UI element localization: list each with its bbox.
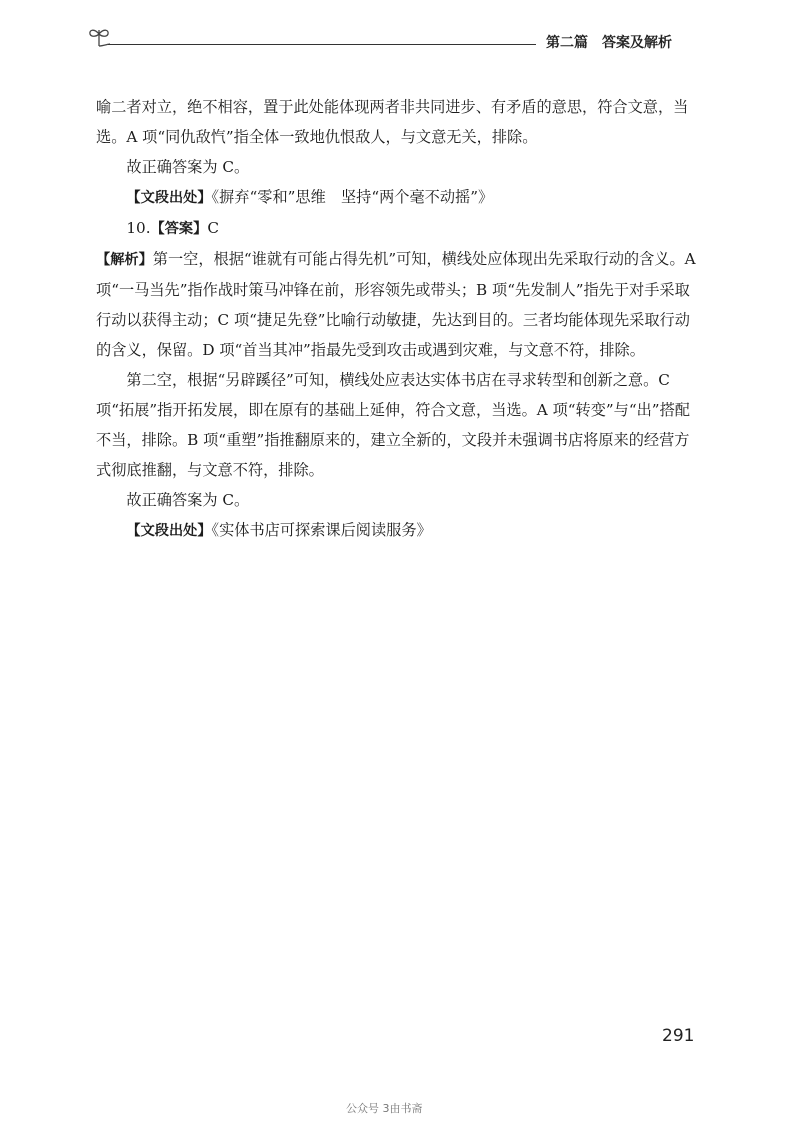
answer-label: 【答案】 [150, 221, 208, 237]
source-line-10 [96, 515, 700, 546]
question-number: 10. [126, 219, 151, 237]
page-body [96, 92, 700, 546]
source-title: 《实体书店可探索课后阅读服务》 [211, 521, 432, 539]
page-number: 291 [662, 1026, 695, 1046]
watermark-text: 公众号 3由书斋 [346, 1102, 423, 1115]
source-line-9 [96, 182, 700, 213]
analysis-second-blank: 第二空，根据“另辟蹊径”可知，横线处应表达实体书店在寻求转型和创新之意。C 项“拓展”指开拓发展，即在原有的基础上延伸，符合文意，当选。A 项“转变”与“出”搭配不当，排除。B 项“重塑”指推翻原来的，建立全新的，文段并未强调书店将原来的经营方式彻底推翻，与文意不符，排除。 [96, 371, 690, 479]
header-part: 第二篇 [546, 35, 588, 51]
paragraph-continuation: 喻二者对立，绝不相容，置于此处能体现两者非共同进步、有矛盾的意思，符合文意，当选。A 项“同仇敌忾”指全体一致地仇恨敌人，与文意无关，排除。 [96, 98, 689, 146]
analysis-label: 【解析】 [96, 252, 153, 268]
answer-conclusion-9: 故正确答案为 C。 [126, 158, 250, 176]
answer-line-10 [96, 213, 700, 244]
source-label: 【文段出处】 [126, 190, 212, 206]
source-title: 《摒弃“零和”思维 坚持“两个毫不动摇”》 [211, 188, 494, 206]
header-rule [108, 44, 536, 45]
analysis-paragraph [96, 244, 700, 365]
answer-conclusion-10: 故正确答案为 C。 [126, 491, 250, 509]
answer-value: C [207, 219, 219, 237]
source-label: 【文段出处】 [126, 523, 212, 539]
analysis-text: 第一空，根据“谁就有可能占得先机”可知，横线处应体现出先采取行动的含义。A 项“一马当先”指作战时策马冲锋在前，形容领先或带头；B 项“先发制人”指先于对手采取行动以获得主动；C 项“捷足先登”比喻行动敏捷，先达到目的。三者均能体现先采取行动的含义，保留。D 项“首当其冲”指最先受到攻击或遇到灾难，与文意不符，排除。 [96, 250, 696, 359]
running-header [546, 32, 672, 52]
header-section: 答案及解析 [602, 35, 672, 51]
